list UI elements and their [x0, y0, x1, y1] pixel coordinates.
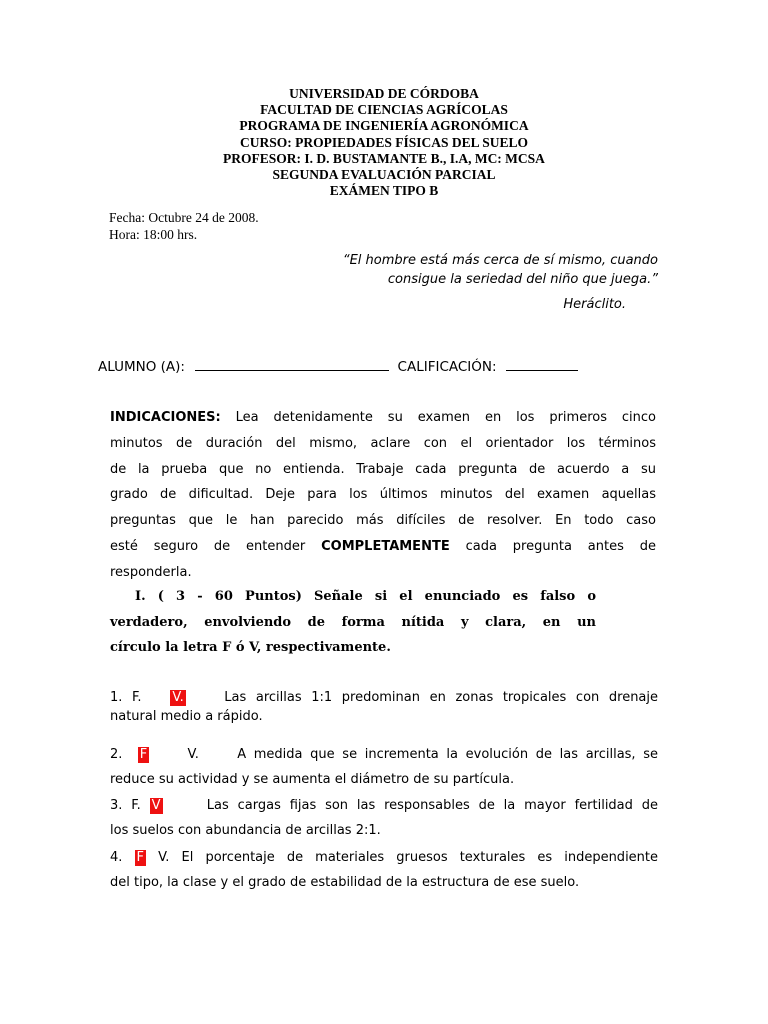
- question-4: [110, 845, 658, 895]
- quote-author: Heráclito.: [563, 297, 626, 312]
- student-name-label: ALUMNO (A):: [98, 359, 185, 375]
- answer-mark-true[interactable]: V.: [172, 690, 184, 705]
- question-number: 4.: [110, 850, 123, 865]
- exam-datetime: [109, 209, 259, 243]
- question-text: A medida que se incrementa la evolución de las arcillas, se: [237, 747, 658, 762]
- question-line: [110, 742, 658, 767]
- question-1: [110, 688, 658, 726]
- professor-name: PROFESOR: I. D. BUSTAMANTE B., I.A, MC: MCSA: [223, 150, 545, 166]
- question-line: [110, 688, 658, 707]
- exam-type: EXÁMEN TIPO B: [329, 183, 439, 199]
- instructions-line: de la prueba que no entienda. Trabaje cada pregunta de acuerdo a su: [110, 461, 656, 477]
- exam-time: Hora: 18:00 hrs.: [109, 227, 198, 242]
- question-3: [110, 793, 658, 843]
- emphasis-completely: COMPLETAMENTE: [321, 538, 450, 554]
- answer-mark-false[interactable]: F: [139, 747, 148, 762]
- instructions-line: responderla.: [110, 564, 192, 580]
- section-line: círculo la letra F ó V, respectivamente.: [110, 640, 391, 656]
- instructions-paragraph: [110, 405, 656, 586]
- question-line: natural medio a rápido.: [110, 709, 263, 724]
- grade-label: CALIFICACIÓN:: [397, 359, 497, 375]
- instructions-line: preguntas que le han parecido más difíciles de resolver. En todo caso: [110, 513, 656, 529]
- student-fields: [98, 356, 578, 375]
- grade-line[interactable]: [506, 356, 578, 371]
- instructions-line: grado de dificultad. Deje para los últimos minutos del examen aquellas: [110, 487, 656, 503]
- question-number: 2.: [110, 747, 123, 762]
- question-line: [110, 845, 658, 870]
- answer-mark-false[interactable]: F: [136, 850, 144, 865]
- question-2: [110, 742, 658, 792]
- question-line: del tipo, la clase y el grado de estabilidad de la estructura de ese suelo.: [110, 875, 580, 890]
- instructions-text: Lea detenidamente su examen en los primeros cinco: [235, 410, 656, 425]
- faculty-name: FACULTAD DE CIENCIAS AGRÍCOLAS: [260, 102, 508, 118]
- quote-line-1: “El hombre está más cerca de sí mismo, cuando: [342, 253, 658, 268]
- exam-date: Fecha: Octubre 24 de 2008.: [109, 210, 259, 225]
- question-line: los suelos con abundancia de arcillas 2:1.: [110, 823, 381, 838]
- question-text: Las cargas fijas son las responsables de la mayor fertilidad de: [206, 798, 659, 813]
- answer-option-true[interactable]: V.: [158, 850, 170, 865]
- question-text: El porcentaje de materiales gruesos texturales es independiente: [181, 850, 659, 865]
- section-one-instructions: [110, 584, 596, 661]
- section-line: verdadero, envolviendo de forma nítida y clara, en un: [110, 614, 596, 630]
- instructions-text: esté seguro de entender: [110, 538, 306, 554]
- program-name: PROGRAMA DE INGENIERÍA AGRONÓMICA: [239, 118, 529, 134]
- question-text: Las arcillas 1:1 predominan en zonas tropicales con drenaje: [224, 690, 659, 705]
- instructions-line: minutos de duración del mismo, aclare con el orientador los términos: [110, 435, 656, 451]
- evaluation-name: SEGUNDA EVALUACIÓN PARCIAL: [272, 167, 496, 183]
- instructions-text: cada pregunta antes de: [465, 538, 656, 554]
- instructions-label: INDICACIONES:: [110, 410, 221, 425]
- course-name: CURSO: PROPIEDADES FÍSICAS DEL SUELO: [239, 134, 529, 150]
- question-number: 3. F.: [110, 798, 141, 813]
- question-line: reduce su actividad y se aumenta el diámetro de su partícula.: [110, 772, 515, 787]
- answer-mark-true[interactable]: V: [151, 798, 161, 813]
- answer-option-true[interactable]: V.: [187, 747, 199, 762]
- epigraph-quote: [343, 251, 658, 289]
- university-name: UNIVERSIDAD DE CÓRDOBA: [289, 86, 479, 101]
- exam-header: [0, 86, 768, 199]
- instructions-line: [110, 405, 656, 431]
- question-number: 1. F.: [110, 690, 142, 705]
- instructions-line: [110, 534, 656, 560]
- section-line: I. ( 3 - 60 Puntos) Señale si el enunciado es falso o: [135, 589, 596, 604]
- quote-line-2: consigue la seriedad del niño que juega.”: [387, 272, 658, 287]
- question-line: [110, 793, 658, 818]
- student-name-line[interactable]: [195, 356, 389, 371]
